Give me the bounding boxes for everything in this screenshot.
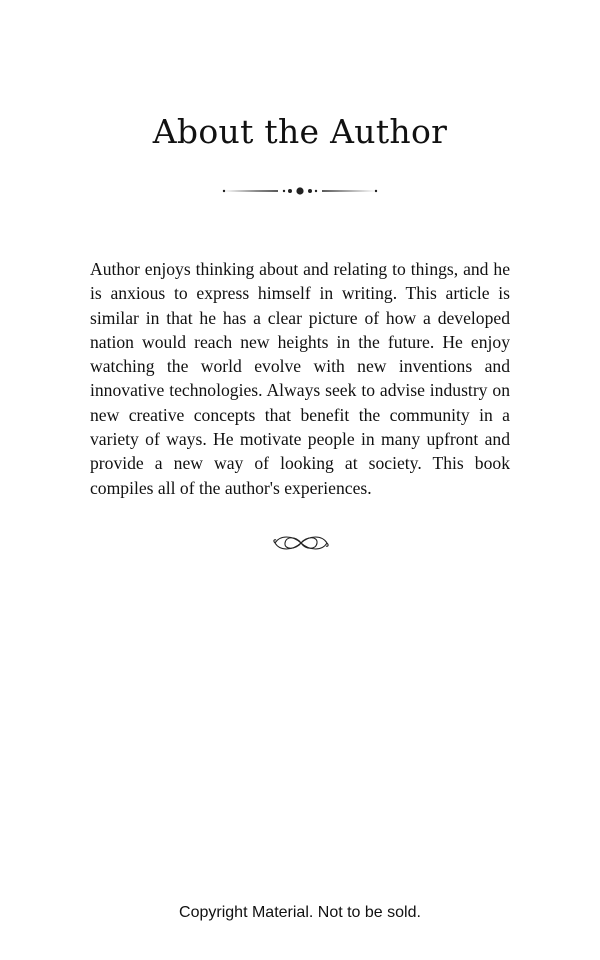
- swirl-flourish-icon: [272, 532, 330, 554]
- dotted-line-divider-icon: [222, 181, 378, 201]
- copyright-notice: Copyright Material. Not to be sold.: [179, 904, 421, 921]
- author-bio-paragraph: Author enjoys thinking about and relating to things, and he is anxious to express himself in writing. This article is similar in that he has a clear picture of how a developed nation would reach new heights in the future. He enjoy watching the world evolve with new inventions and innovative technologies. Always seek to advise industry on new creative concepts that benefit the community in a variety of ways. He motivate people in many upfront and provide a new way of looking at society. This book compiles all of the author's experiences.: [90, 259, 510, 498]
- page-title: About the Author: [152, 112, 448, 151]
